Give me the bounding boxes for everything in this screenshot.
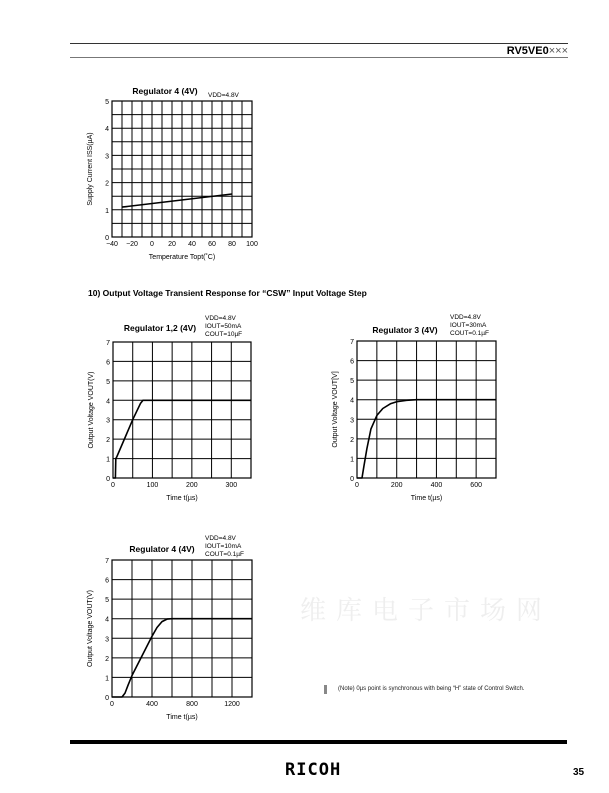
y-tick-label: 0 [105, 695, 109, 702]
x-tick-label: 1200 [224, 701, 240, 708]
chart-condition: VDD=4.8V [205, 315, 236, 322]
footer-rule [70, 740, 567, 744]
x-tick-label: 0 [150, 241, 154, 248]
x-tick-label: 40 [188, 241, 196, 248]
x-tick-label: 800 [186, 701, 198, 708]
chart-title: Regulator 4 (4V) [132, 86, 198, 96]
x-tick-label: 0 [111, 482, 115, 489]
plot-frame [113, 342, 251, 478]
x-tick-label: 80 [228, 241, 236, 248]
x-tick-label: −40 [106, 241, 118, 248]
y-tick-label: 1 [350, 456, 354, 464]
x-axis-label: Time t(µs) [166, 495, 198, 502]
chart-condition: IOUT=30mA [450, 322, 487, 329]
y-tick-label: 7 [105, 558, 109, 565]
x-axis-label: Temperature Topt(˚C) [148, 254, 216, 261]
y-tick-label: 2 [105, 180, 109, 188]
y-tick-label: 1 [105, 675, 109, 683]
y-tick-label: 5 [105, 99, 109, 106]
plot-frame [357, 341, 496, 478]
x-tick-label: 300 [225, 482, 238, 489]
plot-frame [112, 560, 252, 697]
y-axis-label: Output Voltage VOUT[V] [332, 371, 339, 448]
x-tick-label: 400 [146, 701, 158, 708]
x-tick-label: 200 [390, 482, 403, 489]
y-tick-label: 0 [350, 476, 354, 483]
y-tick-label: 6 [105, 577, 109, 585]
chart-condition: COUT=0.1µF [450, 330, 489, 337]
watermark: 维库电子市场网 [300, 596, 553, 626]
y-tick-label: 5 [106, 378, 110, 386]
y-tick-label: 5 [350, 378, 354, 386]
page-number: 35 [573, 767, 585, 778]
chart-condition: IOUT=10mA [205, 543, 242, 550]
chart-condition: VDD=4.8V [205, 535, 236, 542]
x-tick-label: 60 [208, 241, 216, 248]
y-tick-label: 6 [350, 358, 354, 366]
y-tick-label: 7 [106, 340, 110, 347]
y-tick-label: 4 [350, 397, 354, 405]
y-axis-label: Supply Current ISS(µA) [87, 132, 94, 206]
y-tick-label: 4 [105, 126, 109, 134]
chart-condition: VDD=4.8V [208, 92, 239, 99]
y-axis-label: Output Voltage VOUT(V) [88, 371, 95, 449]
y-tick-label: 2 [105, 655, 109, 663]
part-number-main: RV5VE0 [506, 45, 549, 57]
note-marker [324, 685, 327, 694]
y-tick-label: 2 [106, 437, 110, 445]
y-axis-label: Output Voltage VOUT(V) [87, 589, 94, 668]
y-tick-label: 3 [106, 417, 110, 425]
chart-title: Regulator 4 (4V) [129, 544, 195, 554]
chart-condition: IOUT=50mA [205, 323, 242, 330]
chart-condition: COUT=0.1µF [205, 551, 244, 558]
y-tick-label: 0 [105, 235, 109, 242]
ricoh-logo: RICOH [285, 760, 342, 780]
y-tick-label: 2 [350, 436, 354, 444]
note-text: (Note) 0µs point is synchronous with being “H” state of Control Switch. [338, 686, 525, 692]
x-axis-label: Time t(µs) [410, 495, 443, 502]
part-number-suffix: ××× [548, 45, 568, 57]
x-tick-label: 600 [470, 482, 482, 489]
y-tick-label: 4 [105, 616, 109, 624]
y-tick-label: 3 [105, 636, 109, 644]
chart-title: Regulator 3 (4V) [372, 325, 438, 335]
x-tick-label: 20 [168, 241, 176, 248]
x-tick-label: 100 [146, 482, 159, 489]
section-title: 10) Output Voltage Transient Response for “CSW” Input Voltage Step [88, 288, 367, 298]
y-tick-label: 7 [350, 339, 354, 346]
y-tick-label: 3 [350, 417, 354, 425]
x-tick-label: −20 [126, 241, 138, 248]
y-tick-label: 5 [105, 597, 109, 605]
x-tick-label: 0 [110, 701, 114, 708]
y-tick-label: 1 [105, 207, 109, 215]
x-tick-label: 0 [355, 482, 359, 489]
x-tick-label: 100 [246, 241, 258, 248]
x-axis-label: Time t(µs) [166, 714, 198, 721]
y-tick-label: 4 [106, 398, 110, 406]
y-tick-label: 0 [106, 476, 110, 483]
y-tick-label: 1 [106, 456, 110, 464]
chart-condition: COUT=10µF [205, 331, 243, 338]
x-tick-label: 200 [186, 482, 198, 489]
chart-condition: VDD=4.8V [450, 314, 481, 321]
y-tick-label: 6 [106, 359, 110, 367]
y-tick-label: 3 [105, 153, 109, 161]
x-tick-label: 400 [430, 482, 443, 489]
chart-title: Regulator 1,2 (4V) [123, 323, 197, 333]
